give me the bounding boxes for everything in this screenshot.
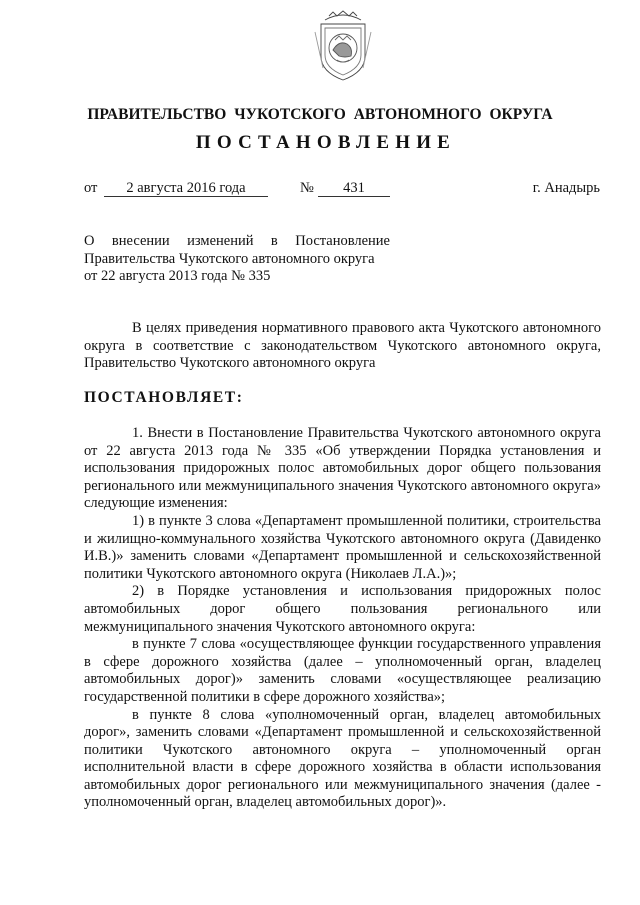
body-paragraph: 1. Внести в Постановление Правительства Чукотского автономного округа от 22 августа 2013 года № 335 «Об утверждении Порядка установления и использования придорожных полос автомобильных дорог общего пользования регионального или межмуниципального значения Чукотского автономного округа» следующие изменения:: [84, 425, 601, 512]
preamble-paragraph: В целях приведения нормативного правового акта Чукотского автономного округа в соответствие с законодательством Чукотского автономного округа, Правительство Чукотского автономного округа: [84, 320, 601, 371]
document-city: г. Анадырь: [532, 180, 600, 196]
subject-line: Правительства Чукотского автономного округа: [84, 250, 375, 267]
body-paragraph: 2) в Порядке установления и использования придорожных полос автомобильных дорог общего пользования регионального или межмуниципального значения Чукотского автономного округа:: [84, 583, 601, 635]
subject-line: от 22 августа 2013 года № 335: [84, 268, 271, 284]
organization-title: ПРАВИТЕЛЬСТВО ЧУКОТСКОГО АВТОНОМНОГО ОКРУГА: [87, 106, 553, 123]
document-subject: [84, 233, 390, 286]
document-date: 2 августа 2016 года: [104, 180, 268, 197]
resolves-heading: ПОСТАНОВЛЯЕТ:: [84, 389, 244, 406]
body-paragraph: в пункте 7 слова «осуществляющее функции государственного управления в сфере дорожного хозяйства (далее – уполномоченный орган, владелец автомобильных дорог)» заменить словами «осуществляющее реализацию государственной политики в сфере дорожного хозяйства»;: [84, 636, 601, 705]
number-prefix: №: [300, 180, 314, 196]
body-paragraph: 1) в пункте 3 слова «Департамент промышленной политики, строительства и жилищно-коммунального хозяйства Чукотского автономного округа (Давиденко И.В.)» заменить словами «Департамент промышленной и сельскохозяйственной политики Чукотского автономного округа (Николаев Л.А.)»;: [84, 512, 601, 582]
document-number: 431: [318, 180, 390, 197]
coat-of-arms-emblem: [313, 10, 373, 84]
subject-line: О внесении изменений в Постановление: [84, 233, 390, 249]
body-paragraph: в пункте 8 слова «уполномоченный орган, владелец автомобильных дорог», заменить словами «Департамент промышленной и сельскохозяйственной политики Чукотского автономного округа – уполномоченный орган исполнительной власти в сфере дорожного хозяйства в области использования автомобильных дорог регионального или межмуниципального значения (далее - уполномоченный орган, владелец автомобильных дорог)».: [84, 706, 601, 811]
date-prefix: от: [84, 180, 98, 196]
resolution-body: [84, 425, 601, 812]
document-type-title: ПОСТАНОВЛЕНИЕ: [195, 132, 457, 153]
